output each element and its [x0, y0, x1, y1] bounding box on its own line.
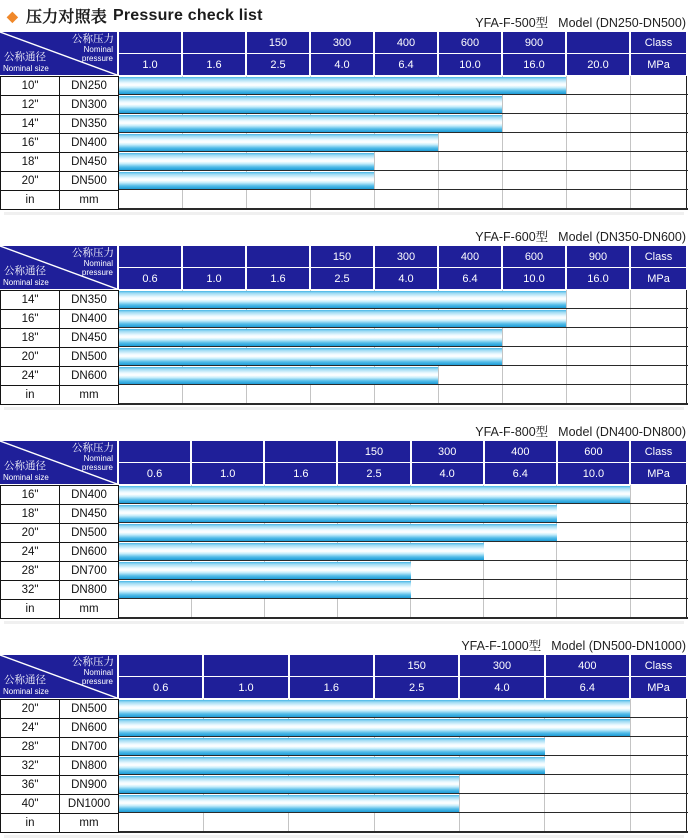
row-separator-line [118, 774, 688, 775]
header-mpa-cell: 16.0 [503, 54, 565, 75]
pressure-range-bar [118, 562, 411, 580]
row-separator-line [118, 365, 688, 366]
size-inch-cell: 40" [0, 794, 60, 814]
header-class-cell [567, 32, 629, 53]
header-mpa-cell: 0.6 [119, 463, 190, 484]
model-type-label: YFA-F-500型 [475, 16, 549, 30]
unit-in-cell: in [0, 190, 60, 210]
nominal-pressure-zh: 公称压力 [72, 442, 114, 454]
header-diagonal-cell [0, 32, 117, 75]
header-mpa-cell: 2.5 [247, 54, 309, 75]
header-class-cell: 900 [567, 246, 629, 267]
row-separator-line [118, 113, 688, 114]
row-separator-line [118, 189, 688, 190]
model-range-label: Model (DN400-DN800) [558, 425, 686, 439]
table-bottom-shadow [4, 835, 684, 838]
size-inch-cell: 20" [0, 699, 60, 719]
size-inch-cell: 10" [0, 76, 60, 96]
header-class-cell: 600 [558, 441, 629, 462]
nominal-size-en: Nominal size [3, 472, 49, 482]
nominal-pressure-en-2: pressure [81, 267, 113, 277]
header-mpa-cell: 1.6 [265, 463, 336, 484]
header-class-cell: 300 [311, 32, 373, 53]
size-dn-cell: DN500 [59, 699, 120, 719]
pressure-range-bar [118, 700, 630, 718]
unit-mm-cell: mm [59, 813, 120, 833]
header-class-cell [183, 246, 245, 267]
header-diagonal-cell [0, 246, 117, 289]
size-inch-cell: 28" [0, 561, 60, 581]
nominal-size-zh: 公称通径 [4, 265, 46, 277]
header-mpa-cell: 10.0 [558, 463, 629, 484]
header-class-cell: 150 [247, 32, 309, 53]
size-inch-cell: 12" [0, 95, 60, 115]
row-separator-line [118, 560, 688, 561]
pressure-range-bar [118, 367, 438, 385]
nominal-pressure-zh: 公称压力 [72, 656, 114, 668]
unit-in-cell: in [0, 385, 60, 405]
header-class-unit-cell: Class [631, 246, 686, 267]
header-class-cell [183, 32, 245, 53]
nominal-pressure-en-1: Nominal [83, 454, 113, 463]
row-separator-line [118, 94, 688, 95]
header-mpa-cell: 16.0 [567, 268, 629, 289]
row-separator-line [118, 308, 688, 309]
header-class-cell: 150 [311, 246, 373, 267]
header-mpa-cell: 1.0 [192, 463, 263, 484]
size-dn-cell: DN600 [59, 366, 120, 386]
row-separator-line [118, 132, 688, 133]
size-dn-cell: DN400 [59, 133, 120, 153]
size-dn-cell: DN350 [59, 114, 120, 134]
unit-in-cell: in [0, 599, 60, 619]
size-inch-cell: 16" [0, 309, 60, 329]
pressure-range-bar [118, 757, 545, 775]
size-dn-cell: DN500 [59, 523, 120, 543]
pressure-range-bar [118, 153, 374, 171]
unit-mm-cell: mm [59, 599, 120, 619]
nominal-pressure-zh: 公称压力 [72, 33, 114, 45]
pressure-range-bar [118, 172, 374, 190]
pressure-table-2 [0, 246, 688, 406]
row-separator-line [118, 384, 688, 385]
header-mpa-unit-cell: MPa [631, 677, 686, 698]
size-inch-cell: 24" [0, 718, 60, 738]
nominal-size-en: Nominal size [3, 686, 49, 696]
header-class-cell: 400 [375, 32, 437, 53]
pressure-range-bar [118, 348, 502, 366]
pressure-range-bar [118, 581, 411, 599]
diamond-bullet-icon: ◆ [7, 7, 18, 24]
nominal-pressure-en-2: pressure [81, 676, 113, 686]
size-dn-cell: DN500 [59, 171, 120, 191]
pressure-table-1 [0, 32, 688, 211]
page-title-zh: 压力对照表 [25, 9, 107, 26]
header-class-cell: 300 [412, 441, 483, 462]
unit-mm-cell: mm [59, 190, 120, 210]
nominal-pressure-zh: 公称压力 [72, 247, 114, 259]
size-inch-cell: 14" [0, 114, 60, 134]
header-mpa-cell: 1.6 [290, 677, 373, 698]
table-model-label [461, 636, 686, 652]
header-class-cell: 300 [375, 246, 437, 267]
header-class-cell [119, 32, 181, 53]
size-dn-cell: DN450 [59, 328, 120, 348]
size-inch-cell: 32" [0, 756, 60, 776]
pressure-range-bar [118, 291, 566, 309]
pressure-table-4 [0, 655, 688, 834]
size-inch-cell: 24" [0, 366, 60, 386]
size-dn-cell: DN250 [59, 76, 120, 96]
pressure-range-bar [118, 115, 502, 133]
table-model-label [475, 227, 686, 243]
header-class-cell [265, 441, 336, 462]
header-class-cell [192, 441, 263, 462]
row-separator-line [118, 812, 688, 813]
size-inch-cell: 32" [0, 580, 60, 600]
table-bottom-shadow [4, 621, 684, 624]
header-mpa-cell: 1.6 [247, 268, 309, 289]
header-class-cell: 150 [338, 441, 409, 462]
size-dn-cell: DN400 [59, 485, 120, 505]
size-dn-cell: DN450 [59, 504, 120, 524]
header-mpa-cell: 6.4 [546, 677, 629, 698]
size-inch-cell: 28" [0, 737, 60, 757]
header-mpa-cell: 10.0 [439, 54, 501, 75]
size-inch-cell: 16" [0, 133, 60, 153]
size-inch-cell: 18" [0, 504, 60, 524]
page-title-en: Pressure check list [112, 6, 263, 24]
header-class-cell: 400 [546, 655, 629, 676]
header-class-cell: 300 [460, 655, 543, 676]
header-class-cell [119, 441, 190, 462]
header-mpa-cell: 2.5 [338, 463, 409, 484]
size-inch-cell: 36" [0, 775, 60, 795]
pressure-range-bar [118, 524, 557, 542]
table-bottom-shadow [4, 407, 684, 410]
size-inch-cell: 18" [0, 328, 60, 348]
header-class-cell [119, 655, 202, 676]
size-dn-cell: DN500 [59, 347, 120, 367]
header-mpa-cell: 1.0 [204, 677, 287, 698]
size-inch-cell: 20" [0, 523, 60, 543]
size-inch-cell: 14" [0, 290, 60, 310]
header-class-unit-cell: Class [631, 441, 686, 462]
size-dn-cell: DN700 [59, 561, 120, 581]
nominal-pressure-en-1: Nominal [83, 668, 113, 677]
size-inch-cell: 18" [0, 152, 60, 172]
pressure-table-3 [0, 441, 688, 620]
size-dn-cell: DN800 [59, 756, 120, 776]
pressure-range-bar [118, 738, 545, 756]
size-dn-cell: DN450 [59, 152, 120, 172]
row-separator-line [118, 736, 688, 737]
nominal-size-zh: 公称通径 [4, 674, 46, 686]
row-separator-line [118, 717, 688, 718]
row-separator-line [118, 327, 688, 328]
row-separator-line [118, 522, 688, 523]
row-separator-line [118, 598, 688, 599]
row-separator-line [118, 346, 688, 347]
table-model-label [475, 13, 686, 29]
pressure-range-bar [118, 505, 557, 523]
nominal-pressure-en-2: pressure [81, 53, 113, 63]
unit-mm-cell: mm [59, 385, 120, 405]
row-separator-line [118, 503, 688, 504]
row-separator-line [118, 579, 688, 580]
row-separator-line [118, 617, 688, 619]
header-class-cell: 400 [485, 441, 556, 462]
nominal-pressure-en-2: pressure [81, 462, 113, 472]
pressure-range-bar [118, 719, 630, 737]
pressure-range-bar [118, 77, 566, 95]
header-mpa-cell: 1.0 [183, 268, 245, 289]
nominal-size-en: Nominal size [3, 277, 49, 287]
pressure-range-bar [118, 776, 459, 794]
header-class-cell: 400 [439, 246, 501, 267]
header-class-cell: 600 [503, 246, 565, 267]
nominal-size-zh: 公称通径 [4, 460, 46, 472]
header-diagonal-cell [0, 655, 117, 698]
model-type-label: YFA-F-1000型 [461, 639, 542, 653]
header-class-cell [119, 246, 181, 267]
pressure-range-bar [118, 486, 630, 504]
header-class-unit-cell: Class [631, 655, 686, 676]
size-dn-cell: DN700 [59, 737, 120, 757]
header-diagonal-cell [0, 441, 117, 484]
table-bottom-shadow [4, 212, 684, 215]
header-class-cell: 600 [439, 32, 501, 53]
header-mpa-cell: 6.4 [485, 463, 556, 484]
header-class-cell: 900 [503, 32, 565, 53]
header-mpa-cell: 4.0 [311, 54, 373, 75]
row-separator-line [118, 793, 688, 794]
header-mpa-cell: 2.5 [375, 677, 458, 698]
model-type-label: YFA-F-600型 [475, 230, 549, 244]
row-separator-line [118, 403, 688, 405]
size-inch-cell: 20" [0, 347, 60, 367]
row-separator-line [118, 170, 688, 171]
size-dn-cell: DN900 [59, 775, 120, 795]
size-dn-cell: DN350 [59, 290, 120, 310]
header-mpa-cell: 4.0 [412, 463, 483, 484]
size-inch-cell: 24" [0, 542, 60, 562]
header-mpa-cell: 4.0 [375, 268, 437, 289]
nominal-pressure-en-1: Nominal [83, 45, 113, 54]
header-mpa-cell: 6.4 [439, 268, 501, 289]
row-separator-line [118, 151, 688, 152]
page-title [7, 4, 263, 27]
pressure-range-bar [118, 310, 566, 328]
pressure-range-bar [118, 96, 502, 114]
header-mpa-cell: 1.0 [119, 54, 181, 75]
size-dn-cell: DN600 [59, 542, 120, 562]
pressure-range-bar [118, 795, 459, 813]
size-dn-cell: DN1000 [59, 794, 120, 814]
nominal-size-en: Nominal size [3, 63, 49, 73]
row-separator-line [118, 541, 688, 542]
header-mpa-cell: 1.6 [183, 54, 245, 75]
header-class-cell [290, 655, 373, 676]
header-class-unit-cell: Class [631, 32, 686, 53]
header-mpa-unit-cell: MPa [631, 268, 686, 289]
pressure-range-bar [118, 543, 484, 561]
header-mpa-unit-cell: MPa [631, 463, 686, 484]
header-class-cell: 150 [375, 655, 458, 676]
unit-in-cell: in [0, 813, 60, 833]
size-dn-cell: DN300 [59, 95, 120, 115]
row-separator-line [118, 831, 688, 833]
header-class-cell [247, 246, 309, 267]
pressure-range-bar [118, 134, 438, 152]
model-range-label: Model (DN500-DN1000) [551, 639, 686, 653]
pressure-range-bar [118, 329, 502, 347]
size-dn-cell: DN400 [59, 309, 120, 329]
model-range-label: Model (DN350-DN600) [558, 230, 686, 244]
header-mpa-unit-cell: MPa [631, 54, 686, 75]
model-range-label: Model (DN250-DN500) [558, 16, 686, 30]
size-inch-cell: 20" [0, 171, 60, 191]
header-mpa-cell: 10.0 [503, 268, 565, 289]
header-mpa-cell: 0.6 [119, 677, 202, 698]
header-mpa-cell: 6.4 [375, 54, 437, 75]
nominal-pressure-en-1: Nominal [83, 259, 113, 268]
size-inch-cell: 16" [0, 485, 60, 505]
row-separator-line [118, 755, 688, 756]
header-mpa-cell: 0.6 [119, 268, 181, 289]
nominal-size-zh: 公称通径 [4, 51, 46, 63]
table-model-label [475, 422, 686, 438]
model-type-label: YFA-F-800型 [475, 425, 549, 439]
row-separator-line [118, 208, 688, 210]
size-dn-cell: DN800 [59, 580, 120, 600]
header-mpa-cell: 2.5 [311, 268, 373, 289]
header-mpa-cell: 20.0 [567, 54, 629, 75]
header-mpa-cell: 4.0 [460, 677, 543, 698]
header-class-cell [204, 655, 287, 676]
size-dn-cell: DN600 [59, 718, 120, 738]
